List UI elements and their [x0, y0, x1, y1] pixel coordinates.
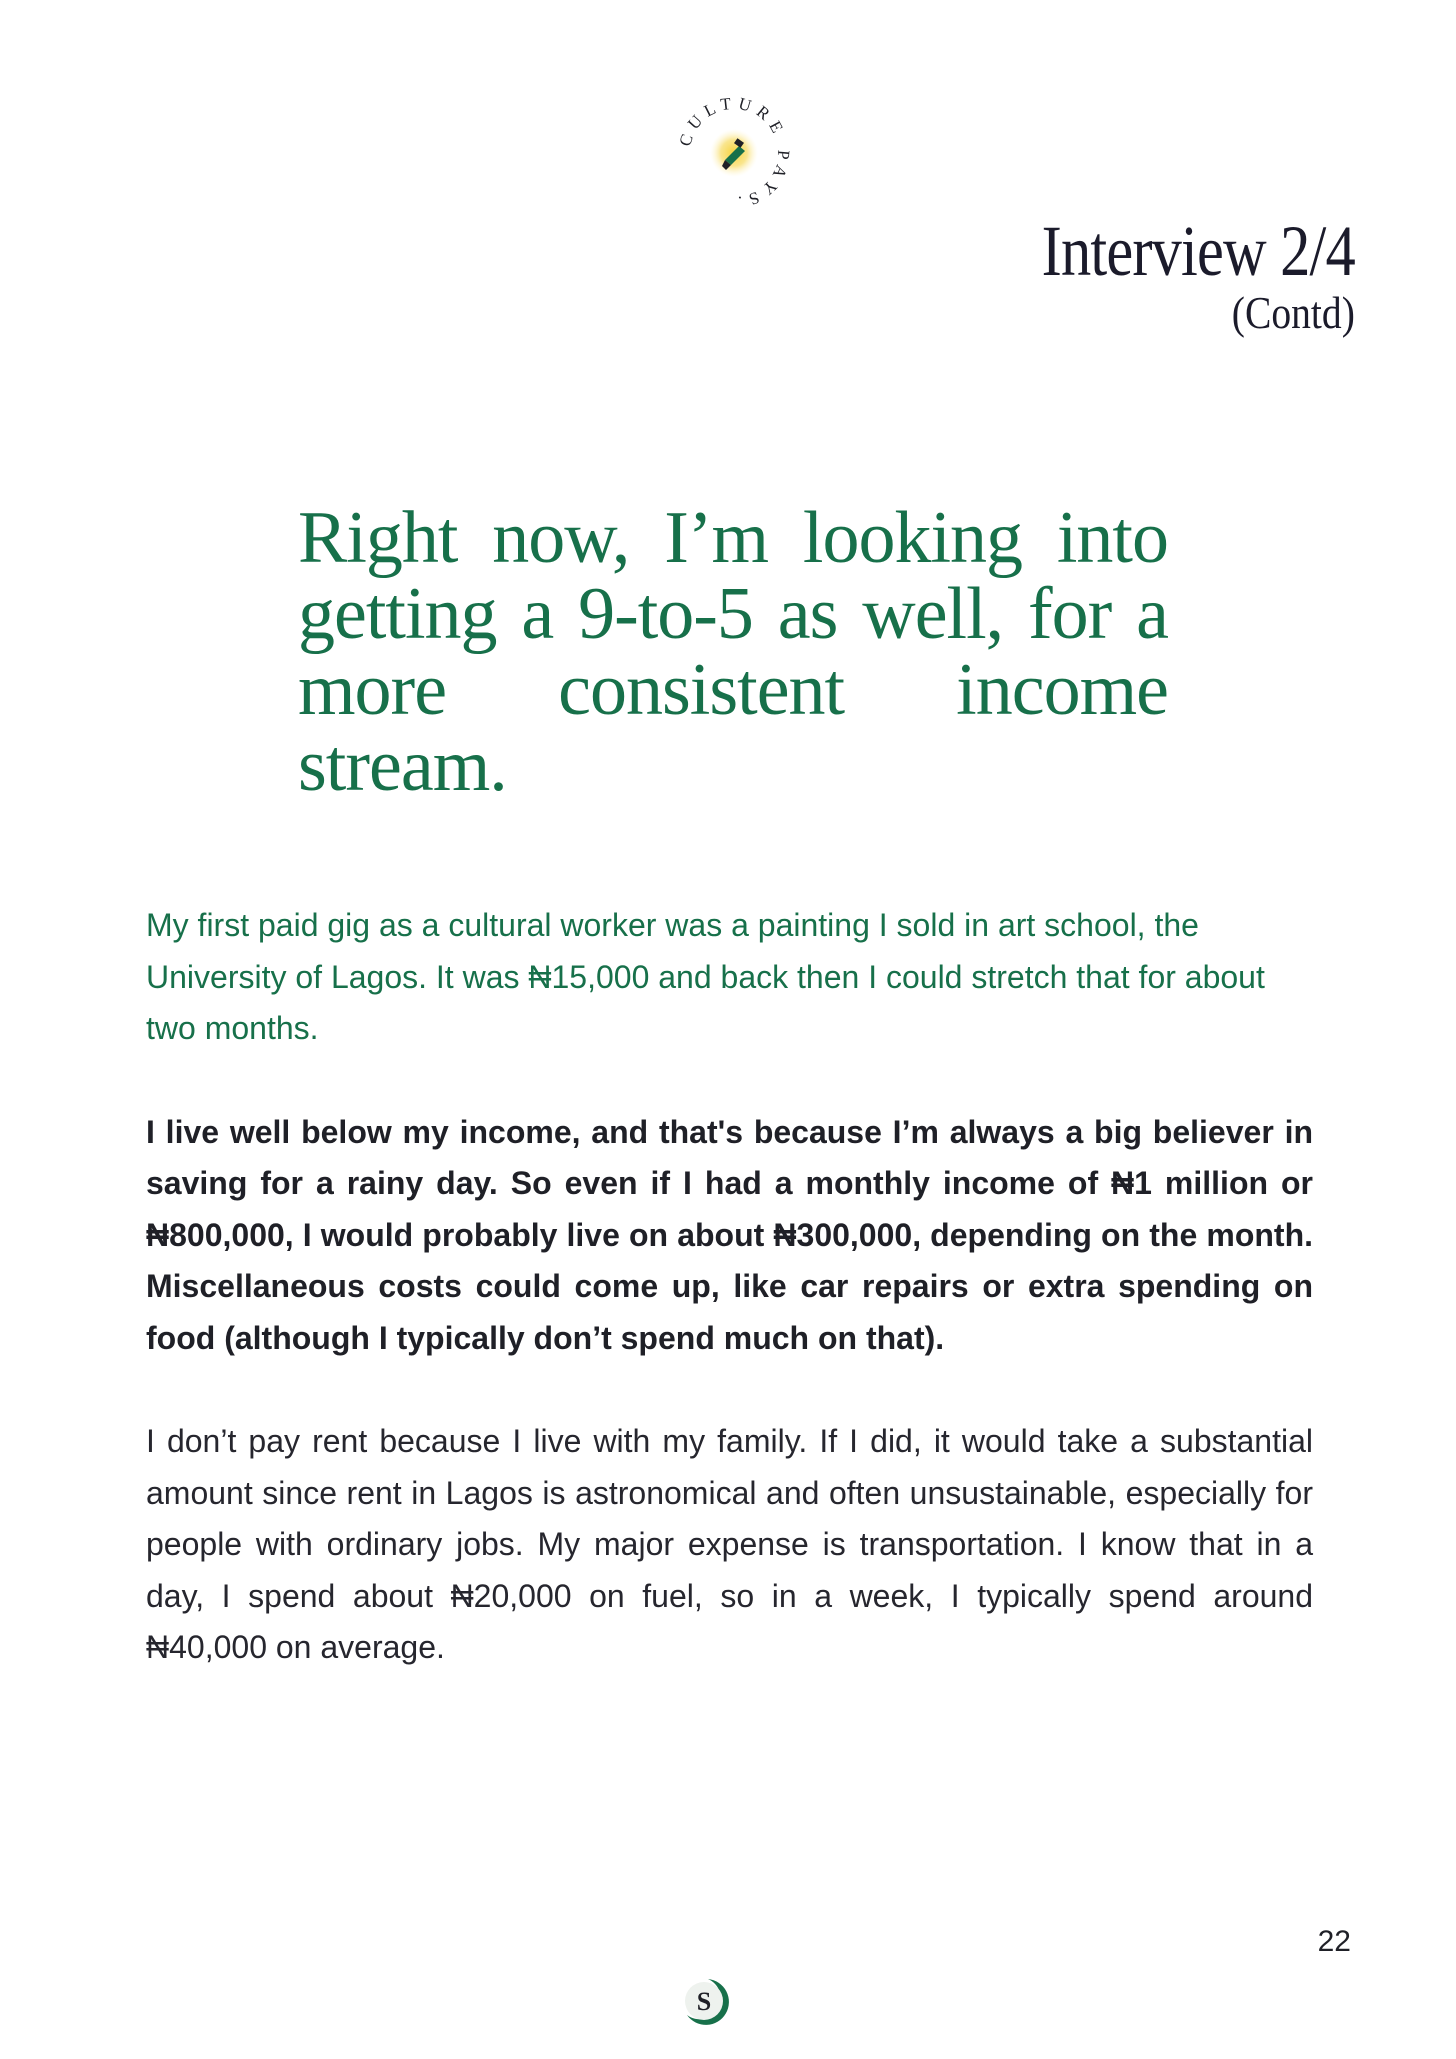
culture-pays-logo — [669, 88, 799, 218]
body-paragraph-savings: I live well below my income, and that's because I’m always a big believer in saving for a rainy day. So even if I had a monthly income of ₦1 million or ₦800,000, I would probably live on about ₦300,000, depending on the month. Miscellaneous costs could come up, like car repairs or extra spending on food (although I typically don’t spend much on that). — [146, 1113, 1313, 1356]
interview-subtitle: (Contd) — [1231, 287, 1355, 338]
logo-ring-text: CULTURE PAYS. — [675, 93, 794, 213]
page-number: 22 — [1317, 1925, 1351, 1958]
interview-header — [982, 212, 1355, 336]
footer-logo-letter: S — [696, 1987, 712, 2016]
interview-title: Interview 2/4 — [1041, 211, 1355, 291]
interview-body — [146, 900, 1313, 1726]
body-paragraph-expenses: I don’t pay rent because I live with my family. If I did, it would take a substantial amount since rent in Lagos is astronomical and often unsustainable, especially for people with ordinary jobs. My major expense is transportation. I know that in a day, I spend about ₦20,000 on fuel, so in a week, I typically spend around ₦40,000 on average. — [146, 1423, 1313, 1665]
crescent-s-icon — [678, 1975, 732, 2029]
body-paragraph-first-gig: My first paid gig as a cultural worker was a painting I sold in art school, the University of Lagos. It was ₦15,000 and back then I could stretch that for about two months. — [146, 907, 1265, 1046]
pull-quote: Right now, I’m looking into getting a 9-to-5 as well, for a more consistent income stream. — [298, 497, 1168, 807]
